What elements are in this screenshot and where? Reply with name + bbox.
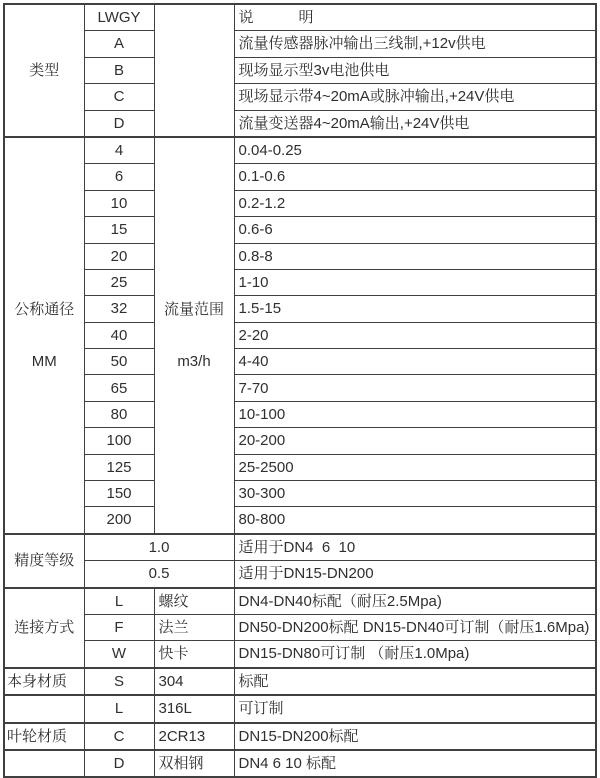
table-row: [4, 588, 596, 615]
dn-cell: 65: [84, 375, 154, 401]
flowmeter-spec-table: [3, 3, 597, 778]
table-row: [4, 401, 596, 427]
table-row-header: [4, 4, 596, 31]
table-row: [4, 164, 596, 190]
spec-table-container: [3, 3, 597, 778]
desc-cell: DN15-DN200标配: [234, 723, 596, 750]
table-row: [4, 296, 596, 322]
name-cell: 法兰: [154, 614, 234, 640]
range-cell: 30-300: [234, 481, 596, 507]
desc-cell: DN4 6 10 标配: [234, 750, 596, 777]
dn-cell: 32: [84, 296, 154, 322]
body-material-label: 本身材质: [4, 668, 84, 695]
code-cell: L: [84, 695, 154, 722]
table-row: [4, 190, 596, 216]
table-row: [4, 110, 596, 137]
table-row: [4, 454, 596, 480]
table-row: [4, 695, 596, 722]
flow-range-label: [154, 137, 234, 534]
desc-title-cell: 说 明: [234, 4, 596, 31]
range-cell: 0.1-0.6: [234, 164, 596, 190]
table-row: [4, 641, 596, 668]
accuracy-value-cell: 1.0: [84, 534, 234, 561]
range-cell: 20-200: [234, 428, 596, 454]
empty-label-cell: [4, 750, 84, 777]
dn-cell: 100: [84, 428, 154, 454]
table-row: [4, 481, 596, 507]
desc-cell: 现场显示带4~20mA或脉冲输出,+24V供电: [234, 84, 596, 110]
name-cell: 304: [154, 668, 234, 695]
range-cell: 7-70: [234, 375, 596, 401]
code-cell: F: [84, 614, 154, 640]
table-row: [4, 322, 596, 348]
code-cell: L: [84, 588, 154, 615]
table-row: [4, 507, 596, 534]
table-row: [4, 349, 596, 375]
desc-cell: 适用于DN15-DN200: [234, 561, 596, 588]
desc-cell: 流量传感器脉冲输出三线制,+12v供电: [234, 31, 596, 57]
flow-range-label-line1: 流量范围: [163, 300, 224, 318]
desc-cell: 标配: [234, 668, 596, 695]
dn-cell: 40: [84, 322, 154, 348]
dn-cell: 25: [84, 269, 154, 295]
dn-cell: 200: [84, 507, 154, 534]
range-cell: 10-100: [234, 401, 596, 427]
desc-cell: DN15-DN80可订制 （耐压1.0Mpa): [234, 641, 596, 668]
name-cell: 螺纹: [154, 588, 234, 615]
range-cell: 2-20: [234, 322, 596, 348]
dn-cell: 20: [84, 243, 154, 269]
table-row: [4, 428, 596, 454]
name-cell: 316L: [154, 695, 234, 722]
flow-range-label-line2: m3/h: [177, 352, 211, 370]
range-cell: 4-40: [234, 349, 596, 375]
code-cell: C: [84, 723, 154, 750]
code-cell: W: [84, 641, 154, 668]
type-empty-cell: [154, 4, 234, 137]
code-cell: A: [84, 31, 154, 57]
code-cell: B: [84, 57, 154, 83]
name-cell: 双相钢: [154, 750, 234, 777]
range-cell: 80-800: [234, 507, 596, 534]
table-row: [4, 750, 596, 777]
code-cell: C: [84, 84, 154, 110]
connection-section-label: 连接方式: [4, 588, 84, 668]
desc-cell: 可订制: [234, 695, 596, 722]
accuracy-value-cell: 0.5: [84, 561, 234, 588]
type-section-label: 类型: [4, 4, 84, 137]
range-cell: 25-2500: [234, 454, 596, 480]
desc-cell: 现场显示型3v电池供电: [234, 57, 596, 83]
table-row: [4, 723, 596, 750]
name-cell: 2CR13: [154, 723, 234, 750]
desc-cell: 流量变送器4~20mA输出,+24V供电: [234, 110, 596, 137]
code-cell: D: [84, 110, 154, 137]
empty-label-cell: [4, 695, 84, 722]
range-cell: 1-10: [234, 269, 596, 295]
table-row: [4, 375, 596, 401]
diameter-label-line2: MM: [31, 352, 57, 370]
diameter-section-label: [4, 137, 84, 534]
table-row: [4, 534, 596, 561]
model-code-cell: LWGY: [84, 4, 154, 31]
desc-cell: DN4-DN40标配（耐压2.5Mpa): [234, 588, 596, 615]
dn-cell: 10: [84, 190, 154, 216]
table-row: [4, 137, 596, 164]
table-row: [4, 561, 596, 588]
table-row: [4, 614, 596, 640]
range-cell: 0.2-1.2: [234, 190, 596, 216]
table-row: [4, 269, 596, 295]
range-cell: 0.8-8: [234, 243, 596, 269]
dn-cell: 125: [84, 454, 154, 480]
dn-cell: 150: [84, 481, 154, 507]
table-row: [4, 31, 596, 57]
code-cell: S: [84, 668, 154, 695]
range-cell: 1.5-15: [234, 296, 596, 322]
impeller-material-label: 叶轮材质: [4, 723, 84, 750]
table-row: [4, 243, 596, 269]
table-row: [4, 57, 596, 83]
dn-cell: 50: [84, 349, 154, 375]
code-cell: D: [84, 750, 154, 777]
desc-cell: 适用于DN4 6 10: [234, 534, 596, 561]
range-cell: 0.6-6: [234, 217, 596, 243]
table-row: [4, 217, 596, 243]
name-cell: 快卡: [154, 641, 234, 668]
range-cell: 0.04-0.25: [234, 137, 596, 164]
accuracy-section-label: 精度等级: [4, 534, 84, 588]
dn-cell: 15: [84, 217, 154, 243]
dn-cell: 80: [84, 401, 154, 427]
desc-cell: DN50-DN200标配 DN15-DN40可订制（耐压1.6Mpa): [234, 614, 596, 640]
table-row: [4, 84, 596, 110]
table-row: [4, 668, 596, 695]
diameter-label-line1: 公称通径: [14, 300, 75, 318]
dn-cell: 4: [84, 137, 154, 164]
dn-cell: 6: [84, 164, 154, 190]
